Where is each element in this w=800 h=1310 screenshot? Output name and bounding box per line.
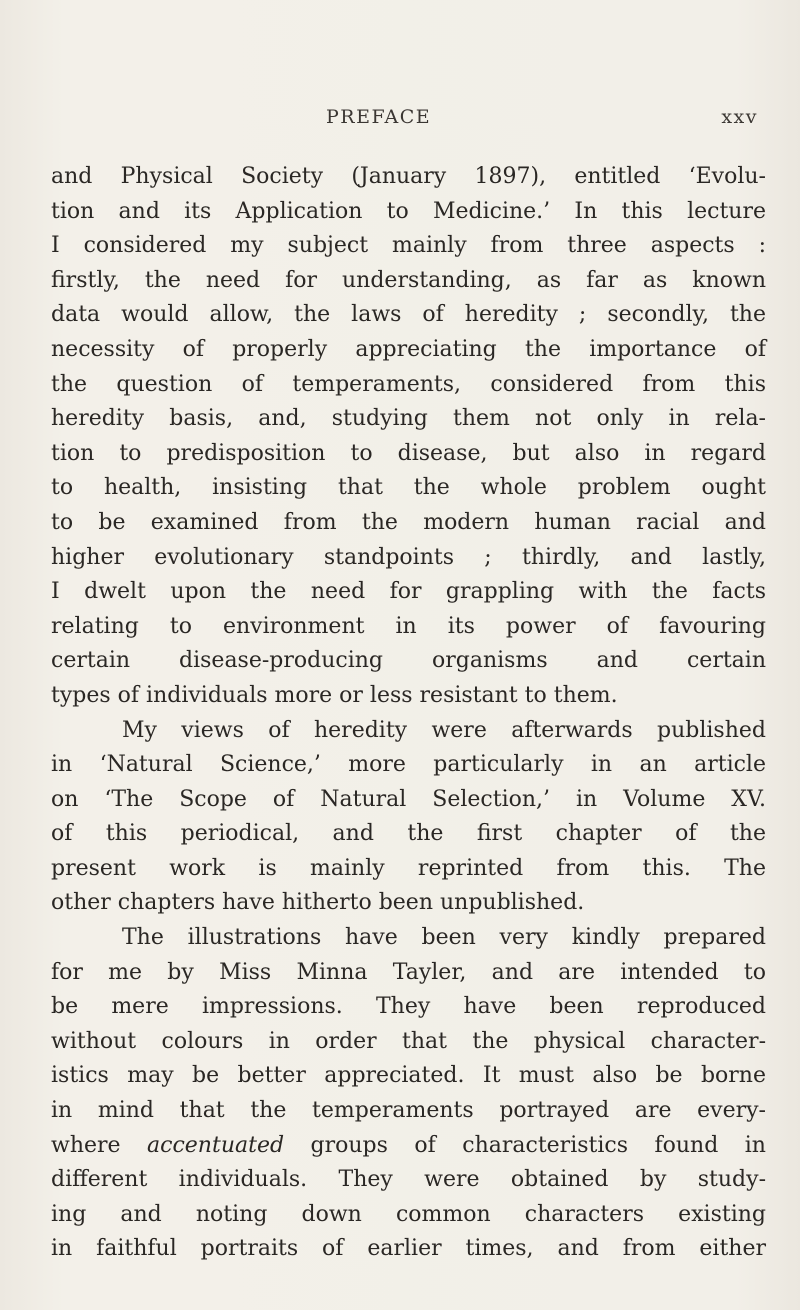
paragraph-2 [51, 714, 766, 922]
text-line: necessity of properly appreciating the importance of [51, 336, 766, 362]
text-line: ing and noting down common characters existing [51, 1201, 766, 1227]
text-line: on ‘The Scope of Natural Selection,’ in Volume XV. [51, 786, 766, 812]
text-line: to be examined from the modern human racial and [51, 509, 766, 535]
text-line: istics may be better appreciated. It must also be borne [51, 1063, 766, 1089]
text-line: in ‘Natural Science,’ more particularly in an article [51, 752, 766, 778]
text-line: other chapters have hitherto been unpublished. [51, 890, 585, 916]
text-line: to health, insisting that the whole problem ought [51, 475, 766, 501]
page-number: xxv [721, 106, 758, 128]
text-line: types of individuals more or less resistant to them. [51, 682, 618, 708]
paragraph-1 [51, 160, 766, 714]
text-line-with-italic [51, 1129, 766, 1164]
text-line: firstly, the need for understanding, as far as known [51, 267, 766, 293]
text-line: certain disease-producing organisms and certain [51, 648, 766, 674]
text-line: tion and its Application to Medicine.’ In this lecture [51, 198, 766, 224]
text-line: I considered my subject mainly from three aspects : [51, 233, 766, 259]
text-line: The illustrations have been very kindly prepared [122, 925, 766, 951]
text-line: for me by Miss Minna Tayler, and are intended to [51, 959, 766, 985]
text-line: higher evolutionary standpoints ; thirdly, and lastly, [51, 544, 766, 570]
text-fragment: groups of characteristics found in [284, 1132, 766, 1158]
paragraph-3 [51, 921, 766, 1267]
running-head: PREFACE [326, 106, 432, 128]
text-line: different individuals. They were obtained by study- [51, 1167, 766, 1193]
text-line: tion to predisposition to disease, but also in regard [51, 440, 766, 466]
text-fragment: where [51, 1132, 148, 1158]
text-line: I dwelt upon the need for grappling with the facts [51, 579, 766, 605]
text-line: data would allow, the laws of heredity ; secondly, the [51, 302, 766, 328]
text-line: present work is mainly reprinted from this. The [51, 855, 766, 881]
text-line: heredity basis, and, studying them not only in rela- [51, 406, 766, 432]
text-line: in faithful portraits of earlier times, and from either [51, 1236, 766, 1262]
text-line: be mere impressions. They have been reproduced [51, 994, 766, 1020]
text-line: in mind that the temperaments portrayed are every- [51, 1098, 766, 1124]
italic-emphasis: accentuated [147, 1132, 285, 1158]
page-header [326, 106, 758, 136]
text-line: without colours in order that the physical character- [51, 1028, 766, 1054]
body-text [51, 160, 766, 1267]
text-line: relating to environment in its power of favouring [51, 613, 766, 639]
text-line: and Physical Society (January 1897), entitled ‘Evolu- [51, 164, 766, 189]
text-line: the question of temperaments, considered from this [51, 371, 766, 397]
text-line: of this periodical, and the first chapter of the [51, 821, 766, 847]
text-line: My views of heredity were afterwards published [122, 717, 766, 743]
